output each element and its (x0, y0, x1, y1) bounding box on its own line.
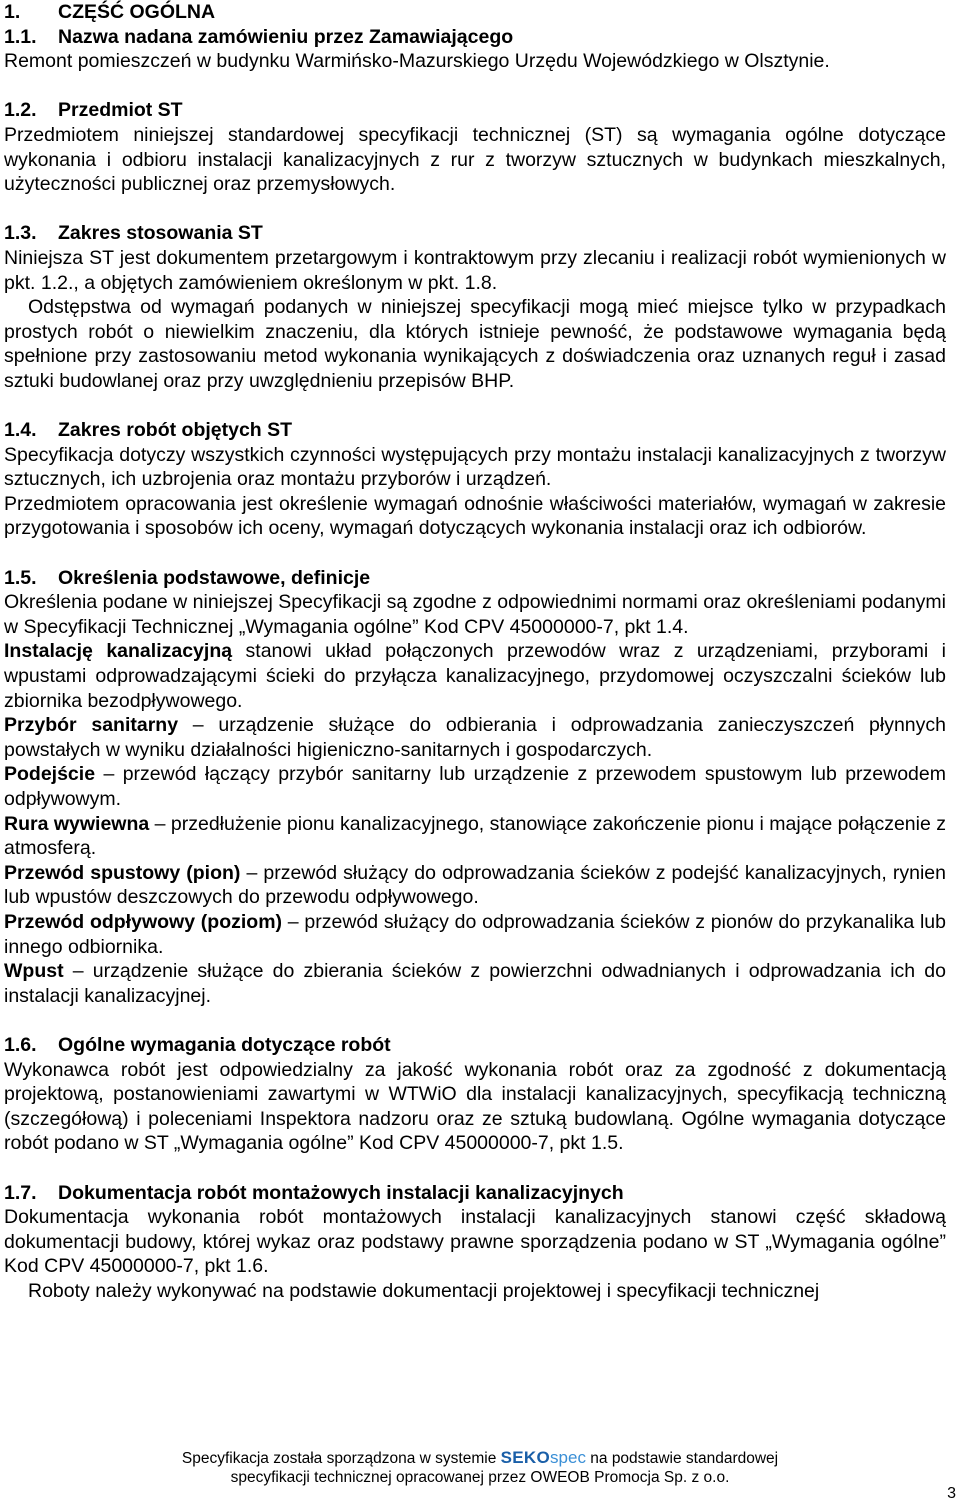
definition-term: Przybór sanitarny (4, 714, 179, 737)
section-1-3-heading (4, 221, 946, 246)
definition-term: Przewód odpływowy (poziom) (4, 910, 283, 933)
section-number: 1.5. (4, 566, 37, 589)
spacer (4, 394, 946, 419)
section-number: 1. (4, 1, 21, 23)
definition-text: – przewód łączący przybór sanitarny lub urządzenie z przewodem spustowym lub przewodem odpływowym. (4, 763, 946, 810)
section-1-3-paragraph: Niniejsza ST jest dokumentem przetargowym i kontraktowym przy zlecaniu i realizacji robót wymienionych w pkt. 1.2., a objętych zamówieniem określonym w pkt. 1.8. (4, 246, 946, 294)
definition-text: – przewód służący do odprowadzania ścieków z podejść kanalizacyjnych, rynien lub wpustów deszczowych do przewodu odpływowego. (4, 861, 946, 909)
section-number: 1.2. (4, 99, 37, 122)
page-number: 3 (947, 1485, 956, 1502)
section-1-5-heading (4, 566, 946, 591)
section-title: Przedmiot ST (58, 99, 183, 122)
section-1-7-paragraph: Roboty należy wykonywać na podstawie dokumentacji projektowej i specyfikacji technicznej (28, 1279, 820, 1302)
section-1-4-paragraph: Przedmiotem opracowania jest określenie wymagań odnośnie właściwości materiałów, wymagań w zakresie przygotowania i sposobów ich oceny, wymagań dotyczących wykonania instalacji oraz ich odbiorów. (4, 492, 946, 540)
spacer (4, 1156, 946, 1181)
definition (4, 959, 946, 1008)
footer-text: Specyfikacja została sporządzona w systemie (181, 1450, 497, 1467)
section-1-4-heading (4, 418, 946, 443)
section-number: 1.6. (4, 1033, 37, 1056)
section-title: Dokumentacja robót montażowych instalacji kanalizacyjnych (58, 1181, 624, 1204)
definition-text: – przewód służący do odprowadzania ścieków z pionów do przykanalika lub innego odbiornika. (4, 910, 946, 958)
section-number: 1.1. (4, 25, 37, 48)
definition-text: – przedłużenie pionu kanalizacyjnego, stanowiące zakończenie pionu i mające połączenie z atmosferą. (4, 812, 946, 860)
definition-term: Przewód spustowy (pion) (4, 861, 241, 884)
section-1-5-intro: Określenia podane w niniejszej Specyfikacji są zgodne z odpowiednimi normami oraz określeniami podanymi w Specyfikacji Technicznej „Wymagania ogólne” Kod CPV 45000000-7, pkt 1.4. (4, 591, 946, 638)
page-footer (0, 1448, 960, 1487)
section-number: 1.7. (4, 1181, 37, 1204)
section-1-6-text: Wykonawca robót jest odpowiedzialny za jakość wykonania robót oraz za zgodność z dokumentacją projektową, postanowieniami zawartymi w WTWiO dla instalacji kanalizacyjnych, specyfikacją techniczną (szczegółową) i poleceniami Inspektora nadzoru oraz ze sztuką budowlaną. Ogólne wymagania dotyczące robót podano w ST „Wymagania ogólne” Kod CPV 45000000-7, pkt 1.5. (4, 1058, 946, 1155)
section-title: Zakres stosowania ST (58, 222, 263, 245)
definition-term: Rura wywiewna (4, 812, 150, 835)
footer-line-1 (0, 1448, 960, 1468)
section-1-3-paragraph: Odstępstwa od wymagań podanych w niniejszej specyfikacji mogą mieć miejsce tylko w przypadkach prostych robót o niewielkim znaczeniu, dla których istnieje pewność, że podstawowe wymagania będą spełnione przy zastosowaniu metod wykonania wynikających z doświadczenia oraz uznanych reguł i zasad sztuki budowlanej oraz przy uwzględnieniu przepisów BHP. (4, 296, 946, 392)
section-1-heading (4, 0, 946, 25)
document-page (4, 0, 946, 1303)
section-1-7-heading (4, 1181, 946, 1206)
definition (4, 762, 946, 811)
section-number: 1.3. (4, 222, 37, 245)
definition-text: – urządzenie służące do odbierania i odprowadzania zanieczyszczeń płynnych powstałych w wyniku działalności higieniczno-sanitarnych i gospodarczych. (4, 714, 946, 761)
definition-term: Wpust (4, 960, 64, 983)
section-title: Zakres robót objętych ST (58, 419, 293, 442)
section-1-4-paragraph: Specyfikacja dotyczy wszystkich czynności występujących przy montażu instalacji kanalizacyjnych z tworzyw sztucznych, ich uzbrojenia oraz montażu przyborów i urządzeń. (4, 443, 946, 491)
section-title: CZĘŚĆ OGÓLNA (58, 1, 216, 23)
section-number: 1.4. (4, 419, 37, 442)
spacer (4, 1008, 946, 1033)
footer-line-2: specyfikacji technicznej opracowanej przez OWEOB Promocja Sp. z o.o. (230, 1469, 730, 1486)
sekospec-logo: SEKOspec (500, 1448, 586, 1467)
definition-text: stanowi układ połączonych przewodów wraz z urządzeniami, przyborami i wpustami odprowadzającymi ścieki do przyłącza kanalizacyjnego, przydomowej oczyszczalni ścieków lub zbiornika bezodpływowego. (4, 640, 946, 712)
definition-term: Podejście (4, 763, 96, 786)
section-1-6-heading (4, 1033, 946, 1058)
definition (4, 713, 946, 762)
spacer (4, 197, 946, 222)
definition (4, 812, 946, 861)
section-1-2-heading (4, 98, 946, 123)
footer-text: na podstawie standardowej (590, 1450, 779, 1467)
definition-term: Instalację kanalizacyjną (4, 640, 233, 663)
section-1-1-text: Remont pomieszczeń w budynku Warmińsko-Mazurskiego Urzędu Wojewódzkiego w Olsztynie. (4, 50, 830, 73)
spacer (4, 541, 946, 566)
section-title: Określenia podstawowe, definicje (58, 566, 371, 589)
section-1-1-heading (4, 25, 946, 50)
definition (4, 910, 946, 959)
section-1-7-paragraph: Dokumentacja wykonania robót montażowych instalacji kanalizacyjnych stanowi część składową dokumentacji budowy, której wykaz oraz podstawy prawne sporządzenia podano w ST „Wymagania ogólne” Kod CPV 45000000-7, pkt 1.6. (4, 1206, 946, 1278)
section-1-2-text: Przedmiotem niniejszej standardowej specyfikacji technicznej (ST) są wymagania ogólne dotyczące wykonania i odbioru instalacji kanalizacyjnych z rur z tworzyw sztucznych w budynkach mieszkalnych, użyteczności publicznej oraz przemysłowych. (4, 123, 946, 196)
definition-text: – urządzenie służące do zbierania ścieków z powierzchni odwadnianych i odprowadzania ich do instalacji kanalizacyjnej. (4, 960, 946, 1007)
section-title: Nazwa nadana zamówieniu przez Zamawiającego (58, 25, 514, 48)
spacer (4, 74, 946, 99)
definition (4, 639, 946, 713)
definition (4, 861, 946, 910)
section-title: Ogólne wymagania dotyczące robót (58, 1033, 391, 1056)
